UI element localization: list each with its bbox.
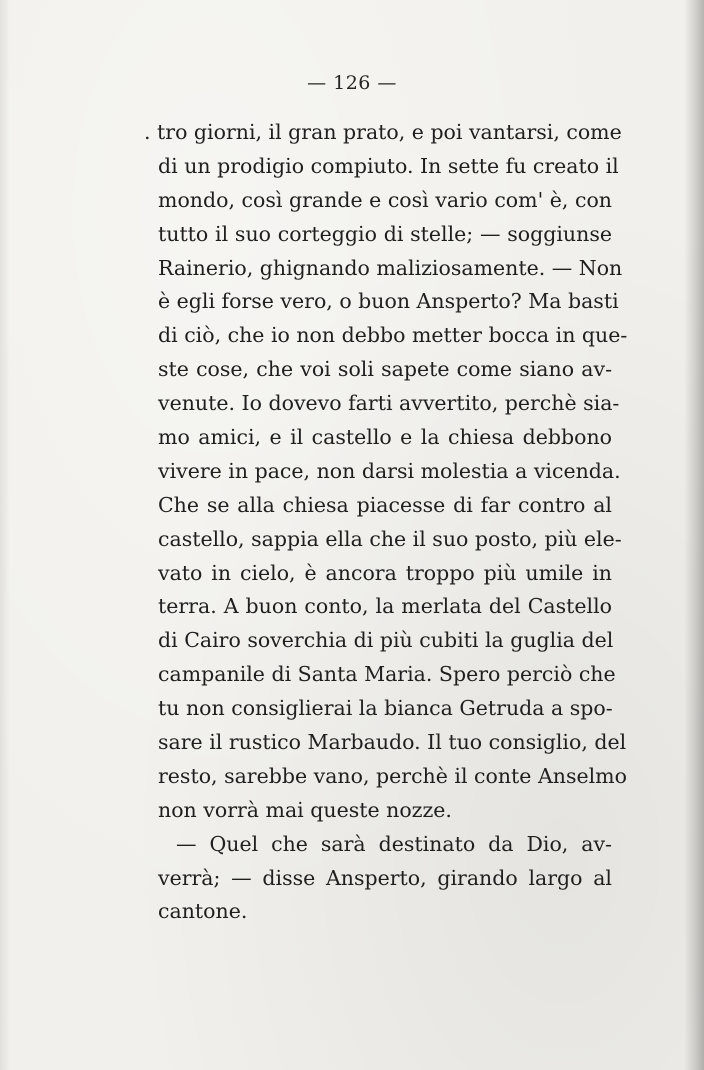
- text-line: — Quel che sarà destinato da Dio, av-: [176, 831, 612, 856]
- text-line: tu non consiglierai la bianca Getruda a spo-: [158, 696, 613, 721]
- text-line: non vorrà mai queste nozze.: [158, 797, 452, 822]
- text-line: . tro giorni, il gran prato, e poi vantarsi, come: [144, 120, 622, 144]
- text-line: terra. A buon conto, la merlata del Castello: [158, 594, 612, 619]
- page-right-shadow: [684, 0, 704, 1070]
- text-line: verrà; — disse Ansperto, girando largo al: [158, 865, 612, 890]
- text-line: vato in cielo, è ancora troppo più umile in: [158, 560, 612, 585]
- text-line: di un prodigio compiuto. In sette fu creato il: [158, 153, 619, 178]
- text-line: cantone.: [158, 899, 248, 924]
- body-text: [144, 116, 628, 929]
- text-line: resto, sarebbe vano, perchè il conte Anselmo: [158, 763, 627, 788]
- text-line: Che se alla chiesa piacesse di far contro al: [158, 492, 612, 517]
- text-line: mondo, così grande e così vario com' è, con: [158, 187, 612, 212]
- text-line: di Cairo soverchia di più cubiti la guglia del: [158, 628, 614, 653]
- text-line: ste cose, che voi soli sapete come siano av-: [158, 357, 612, 382]
- text-line: venute. Io dovevo farti avvertito, perchè sia-: [158, 391, 620, 416]
- text-line: mo amici, e il castello e la chiesa debbono: [158, 425, 612, 450]
- text-line: castello, sappia ella che il suo posto, più ele-: [158, 526, 622, 551]
- page-left-shadow: [0, 0, 10, 1070]
- text-line: sare il rustico Marbaudo. Il tuo consiglio, del: [158, 730, 627, 755]
- text-line: campanile di Santa Maria. Spero perciò che: [158, 662, 616, 687]
- text-line: tutto il suo corteggio di stelle; — soggiunse: [158, 221, 612, 246]
- text-line: di ciò, che io non debbo metter bocca in que-: [158, 323, 628, 348]
- text-line: è egli forse vero, o buon Ansperto? Ma basti: [158, 289, 619, 314]
- page-number: — 126 —: [307, 72, 397, 94]
- text-line: Rainerio, ghignando maliziosamente. — Non: [158, 255, 623, 280]
- text-line: vivere in pace, non darsi molestia a vicenda.: [158, 458, 621, 483]
